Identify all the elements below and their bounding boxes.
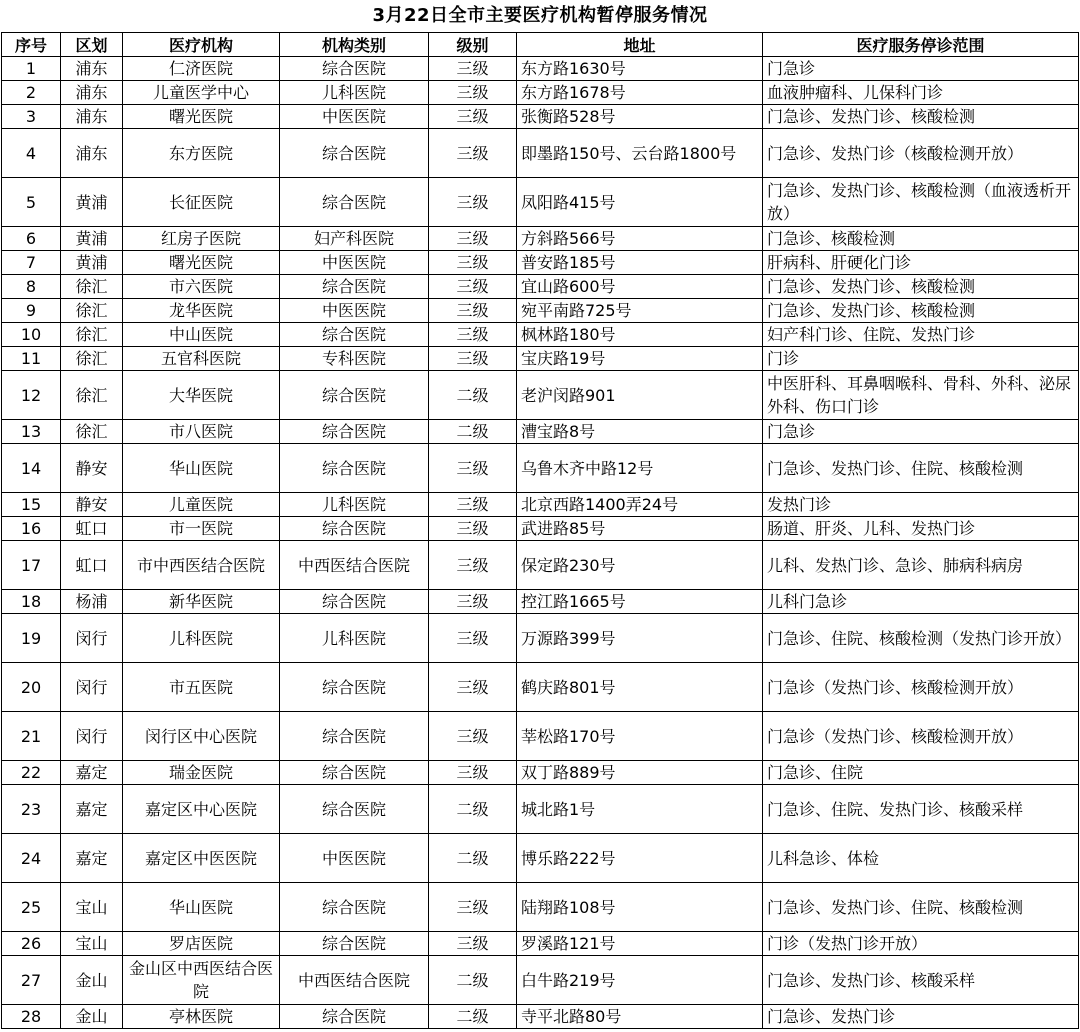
cell-level: 二级 [429,834,517,883]
cell-index: 24 [2,834,61,883]
cell-category: 综合医院 [280,932,429,956]
cell-district: 闵行 [61,712,123,761]
cell-level: 三级 [429,251,517,275]
cell-address: 枫林路180号 [517,323,763,347]
cell-address: 寺平北路80号 [517,1005,763,1029]
cell-category: 综合医院 [280,323,429,347]
table-row [2,493,1079,517]
cell-scope: 门急诊、住院、核酸检测（发热门诊开放） [763,614,1079,663]
cell-district: 徐汇 [61,420,123,444]
cell-category: 儿科医院 [280,81,429,105]
cell-scope: 门急诊、发热门诊（核酸检测开放） [763,129,1079,178]
cell-institution: 华山医院 [123,444,280,493]
cell-level: 二级 [429,420,517,444]
table-row [2,541,1079,590]
cell-category: 综合医院 [280,129,429,178]
cell-category: 中医医院 [280,105,429,129]
cell-scope: 儿科、发热门诊、急诊、肺病科病房 [763,541,1079,590]
cell-institution: 市五医院 [123,663,280,712]
table-row [2,834,1079,883]
cell-scope: 门急诊 [763,57,1079,81]
cell-category: 综合医院 [280,517,429,541]
cell-index: 27 [2,956,61,1005]
cell-index: 22 [2,761,61,785]
cell-district: 虹口 [61,517,123,541]
table-row [2,932,1079,956]
table-row [2,129,1079,178]
cell-address: 万源路399号 [517,614,763,663]
cell-index: 5 [2,178,61,227]
cell-index: 12 [2,371,61,420]
cell-address: 陆翔路108号 [517,883,763,932]
cell-index: 19 [2,614,61,663]
cell-index: 21 [2,712,61,761]
header-scope: 医疗服务停诊范围 [763,33,1079,57]
cell-district: 金山 [61,956,123,1005]
cell-address: 双丁路889号 [517,761,763,785]
cell-scope: 中医肝科、耳鼻咽喉科、骨科、外科、泌尿外科、伤口门诊 [763,371,1079,420]
cell-scope: 门急诊、发热门诊 [763,1005,1079,1029]
table-row [2,517,1079,541]
cell-level: 三级 [429,178,517,227]
cell-scope: 门急诊、发热门诊、住院、核酸检测 [763,444,1079,493]
cell-district: 嘉定 [61,785,123,834]
cell-category: 中医医院 [280,251,429,275]
cell-scope: 儿科门急诊 [763,590,1079,614]
cell-scope: 门诊 [763,347,1079,371]
cell-address: 莘松路170号 [517,712,763,761]
cell-address: 东方路1630号 [517,57,763,81]
cell-level: 三级 [429,663,517,712]
table-row [2,323,1079,347]
cell-index: 15 [2,493,61,517]
cell-index: 10 [2,323,61,347]
cell-scope: 发热门诊 [763,493,1079,517]
cell-institution: 曙光医院 [123,251,280,275]
cell-level: 三级 [429,883,517,932]
cell-level: 三级 [429,541,517,590]
cell-district: 闵行 [61,663,123,712]
cell-institution: 华山医院 [123,883,280,932]
table-row [2,614,1079,663]
cell-category: 中医医院 [280,299,429,323]
cell-institution: 儿童医院 [123,493,280,517]
cell-category: 综合医院 [280,420,429,444]
cell-district: 徐汇 [61,299,123,323]
cell-address: 凤阳路415号 [517,178,763,227]
cell-scope: 门急诊、发热门诊、住院、核酸检测 [763,883,1079,932]
table-row [2,371,1079,420]
cell-index: 9 [2,299,61,323]
cell-category: 综合医院 [280,785,429,834]
cell-level: 二级 [429,371,517,420]
cell-level: 三级 [429,105,517,129]
cell-level: 三级 [429,590,517,614]
cell-institution: 仁济医院 [123,57,280,81]
cell-district: 徐汇 [61,275,123,299]
cell-institution: 市中西医结合医院 [123,541,280,590]
cell-scope: 门急诊（发热门诊、核酸检测开放） [763,663,1079,712]
table-row [2,81,1079,105]
header-district: 区划 [61,33,123,57]
cell-institution: 大华医院 [123,371,280,420]
cell-district: 闵行 [61,614,123,663]
cell-institution: 五官科医院 [123,347,280,371]
cell-level: 三级 [429,347,517,371]
cell-index: 25 [2,883,61,932]
table-row [2,420,1079,444]
table-row [2,785,1079,834]
cell-institution: 儿童医学中心 [123,81,280,105]
cell-district: 嘉定 [61,761,123,785]
cell-scope: 肝病科、肝硬化门诊 [763,251,1079,275]
cell-category: 中医医院 [280,834,429,883]
cell-category: 儿科医院 [280,614,429,663]
cell-scope: 门急诊、住院 [763,761,1079,785]
table-row [2,712,1079,761]
cell-institution: 市八医院 [123,420,280,444]
cell-index: 14 [2,444,61,493]
cell-institution: 嘉定区中医医院 [123,834,280,883]
cell-level: 三级 [429,275,517,299]
cell-district: 宝山 [61,883,123,932]
cell-category: 综合医院 [280,712,429,761]
table-row [2,105,1079,129]
cell-address: 宝庆路19号 [517,347,763,371]
cell-level: 三级 [429,323,517,347]
table-row [2,57,1079,81]
cell-level: 三级 [429,444,517,493]
cell-address: 控江路1665号 [517,590,763,614]
cell-scope: 肠道、肝炎、儿科、发热门诊 [763,517,1079,541]
cell-district: 徐汇 [61,371,123,420]
table-row [2,299,1079,323]
cell-level: 三级 [429,517,517,541]
cell-level: 三级 [429,493,517,517]
cell-district: 浦东 [61,105,123,129]
cell-address: 罗溪路121号 [517,932,763,956]
cell-category: 综合医院 [280,590,429,614]
cell-district: 静安 [61,444,123,493]
cell-institution: 市六医院 [123,275,280,299]
cell-scope: 门急诊 [763,420,1079,444]
cell-category: 综合医院 [280,663,429,712]
cell-index: 7 [2,251,61,275]
cell-index: 26 [2,932,61,956]
cell-level: 三级 [429,81,517,105]
cell-level: 三级 [429,761,517,785]
cell-address: 鹤庆路801号 [517,663,763,712]
cell-district: 徐汇 [61,323,123,347]
cell-level: 二级 [429,1005,517,1029]
cell-category: 综合医院 [280,883,429,932]
table-row [2,883,1079,932]
header-index: 序号 [2,33,61,57]
cell-scope: 门急诊（发热门诊、核酸检测开放） [763,712,1079,761]
cell-district: 徐汇 [61,347,123,371]
cell-institution: 东方医院 [123,129,280,178]
header-category: 机构类别 [280,33,429,57]
table-row [2,444,1079,493]
cell-address: 宜山路600号 [517,275,763,299]
table-row [2,178,1079,227]
cell-level: 三级 [429,227,517,251]
cell-index: 18 [2,590,61,614]
cell-district: 虹口 [61,541,123,590]
table-row [2,1005,1079,1029]
cell-district: 浦东 [61,81,123,105]
cell-level: 三级 [429,57,517,81]
cell-institution: 罗店医院 [123,932,280,956]
cell-index: 8 [2,275,61,299]
header-address: 地址 [517,33,763,57]
cell-category: 儿科医院 [280,493,429,517]
table-row [2,251,1079,275]
table-row [2,275,1079,299]
cell-scope: 门急诊、住院、发热门诊、核酸采样 [763,785,1079,834]
cell-index: 23 [2,785,61,834]
cell-institution: 红房子医院 [123,227,280,251]
cell-index: 20 [2,663,61,712]
cell-district: 宝山 [61,932,123,956]
cell-address: 保定路230号 [517,541,763,590]
cell-level: 二级 [429,785,517,834]
cell-category: 妇产科医院 [280,227,429,251]
table-row [2,956,1079,1005]
cell-category: 中西医结合医院 [280,956,429,1005]
cell-level: 三级 [429,129,517,178]
cell-category: 专科医院 [280,347,429,371]
cell-index: 11 [2,347,61,371]
cell-scope: 门急诊、发热门诊、核酸检测 [763,105,1079,129]
cell-scope: 门急诊、发热门诊、核酸检测 [763,299,1079,323]
cell-level: 三级 [429,932,517,956]
table-row [2,663,1079,712]
cell-level: 三级 [429,614,517,663]
cell-level: 三级 [429,299,517,323]
cell-category: 综合医院 [280,444,429,493]
cell-scope: 血液肿瘤科、儿保科门诊 [763,81,1079,105]
cell-address: 乌鲁木齐中路12号 [517,444,763,493]
cell-category: 综合医院 [280,275,429,299]
cell-address: 白牛路219号 [517,956,763,1005]
cell-district: 黄浦 [61,178,123,227]
header-institution: 医疗机构 [123,33,280,57]
cell-district: 浦东 [61,129,123,178]
cell-institution: 金山区中西医结合医院 [123,956,280,1005]
cell-address: 漕宝路8号 [517,420,763,444]
header-level: 级别 [429,33,517,57]
cell-address: 方斜路566号 [517,227,763,251]
cell-category: 综合医院 [280,178,429,227]
table-row [2,227,1079,251]
cell-institution: 瑞金医院 [123,761,280,785]
cell-institution: 龙华医院 [123,299,280,323]
cell-address: 即墨路150号、云台路1800号 [517,129,763,178]
cell-institution: 曙光医院 [123,105,280,129]
cell-index: 1 [2,57,61,81]
cell-address: 北京西路1400弄24号 [517,493,763,517]
cell-index: 13 [2,420,61,444]
cell-institution: 中山医院 [123,323,280,347]
cell-index: 17 [2,541,61,590]
cell-scope: 门急诊、发热门诊、核酸检测（血液透析开放） [763,178,1079,227]
hospital-suspension-table [1,32,1079,1029]
cell-district: 金山 [61,1005,123,1029]
cell-address: 城北路1号 [517,785,763,834]
cell-district: 静安 [61,493,123,517]
cell-address: 老沪闵路901 [517,371,763,420]
cell-institution: 嘉定区中心医院 [123,785,280,834]
cell-district: 浦东 [61,57,123,81]
cell-index: 4 [2,129,61,178]
cell-scope: 门急诊、核酸检测 [763,227,1079,251]
cell-index: 3 [2,105,61,129]
cell-index: 16 [2,517,61,541]
cell-scope: 门诊（发热门诊开放） [763,932,1079,956]
header-row [2,33,1079,57]
cell-address: 宛平南路725号 [517,299,763,323]
cell-institution: 儿科医院 [123,614,280,663]
cell-address: 张衡路528号 [517,105,763,129]
cell-address: 东方路1678号 [517,81,763,105]
cell-district: 黄浦 [61,251,123,275]
page-title: 3月22日全市主要医疗机构暂停服务情况 [372,5,708,26]
cell-category: 综合医院 [280,761,429,785]
cell-scope: 门急诊、发热门诊、核酸采样 [763,956,1079,1005]
cell-scope: 妇产科门诊、住院、发热门诊 [763,323,1079,347]
cell-institution: 闵行区中心医院 [123,712,280,761]
cell-category: 综合医院 [280,1005,429,1029]
cell-index: 28 [2,1005,61,1029]
table-row [2,761,1079,785]
cell-level: 三级 [429,712,517,761]
cell-index: 2 [2,81,61,105]
cell-category: 综合医院 [280,57,429,81]
cell-category: 综合医院 [280,371,429,420]
cell-address: 武进路85号 [517,517,763,541]
cell-address: 博乐路222号 [517,834,763,883]
table-row [2,347,1079,371]
cell-district: 杨浦 [61,590,123,614]
cell-institution: 亭林医院 [123,1005,280,1029]
table-row [2,590,1079,614]
cell-category: 中西医结合医院 [280,541,429,590]
cell-institution: 新华医院 [123,590,280,614]
cell-address: 普安路185号 [517,251,763,275]
cell-district: 嘉定 [61,834,123,883]
cell-scope: 门急诊、发热门诊、核酸检测 [763,275,1079,299]
cell-district: 黄浦 [61,227,123,251]
cell-level: 二级 [429,956,517,1005]
cell-institution: 市一医院 [123,517,280,541]
cell-institution: 长征医院 [123,178,280,227]
cell-scope: 儿科急诊、体检 [763,834,1079,883]
cell-index: 6 [2,227,61,251]
